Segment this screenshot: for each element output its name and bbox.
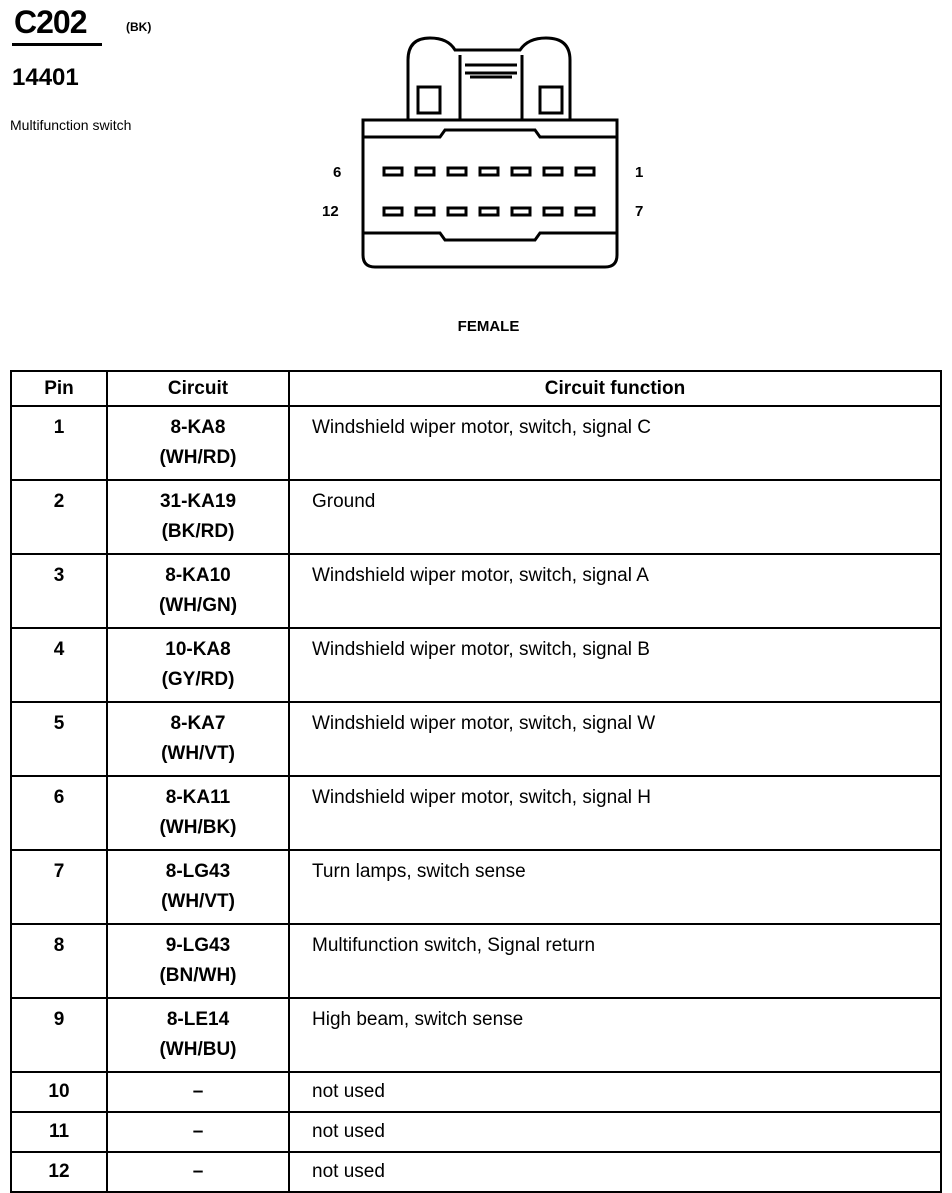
circuit-number: 8-LG43 [165, 861, 231, 882]
table-row [11, 1112, 941, 1152]
wire-color: (GY/RD) [161, 669, 235, 690]
pin-cell: 9 [11, 998, 107, 1072]
table-row [11, 1072, 941, 1112]
circuit-cell [107, 480, 289, 554]
wire-color: (WH/BK) [159, 817, 237, 838]
table-row [11, 1152, 941, 1192]
pin-label-6: 6 [333, 164, 342, 181]
connector-diagram [300, 25, 660, 275]
pin-cell: 2 [11, 480, 107, 554]
pin-cell: 10 [11, 1072, 107, 1112]
table-row [11, 924, 941, 998]
table-row [11, 628, 941, 702]
circuit-cell [107, 554, 289, 628]
table-header-row [11, 371, 941, 406]
pin-label-7: 7 [635, 203, 644, 220]
circuit-function-cell: not used [289, 1112, 941, 1152]
circuit-number: 8-LE14 [166, 1009, 230, 1030]
table-row [11, 702, 941, 776]
header-circuit: Circuit [107, 371, 289, 406]
circuit-number: 31-KA19 [159, 491, 237, 512]
circuit-cell [107, 776, 289, 850]
table-row [11, 850, 941, 924]
circuit-function-cell: Windshield wiper motor, switch, signal W [289, 702, 941, 776]
circuit-number: 8-KA11 [165, 787, 231, 808]
circuit-function-cell: Windshield wiper motor, switch, signal B [289, 628, 941, 702]
component-name: Multifunction switch [10, 117, 132, 133]
circuit-function-cell: Turn lamps, switch sense [289, 850, 941, 924]
pinout-table [10, 370, 942, 1193]
pin-cell: 1 [11, 406, 107, 480]
circuit-number: 8-KA10 [165, 565, 231, 586]
wire-color: (WH/RD) [159, 447, 237, 468]
circuit-function-cell: Ground [289, 480, 941, 554]
circuit-cell [107, 628, 289, 702]
wire-color: (WH/GN) [158, 595, 238, 616]
circuit-function-cell: not used [289, 1152, 941, 1192]
table-row [11, 998, 941, 1072]
table-row [11, 406, 941, 480]
circuit-function-cell: not used [289, 1072, 941, 1112]
circuit-cell [107, 924, 289, 998]
circuit-cell [107, 702, 289, 776]
circuit-function-cell: High beam, switch sense [289, 998, 941, 1072]
table-row [11, 480, 941, 554]
pin-cell: 3 [11, 554, 107, 628]
pin-cell: 7 [11, 850, 107, 924]
latch-left-window [418, 87, 440, 113]
connector-id-underline [12, 43, 102, 46]
connector-gender: FEMALE [457, 318, 520, 335]
latch-housing [408, 38, 570, 120]
circuit-cell [107, 1152, 289, 1192]
circuit-cell [107, 850, 289, 924]
pin-cell: 5 [11, 702, 107, 776]
circuit-number: 9-LG43 [165, 935, 231, 956]
wire-color: (BN/WH) [159, 965, 237, 986]
part-number: 14401 [12, 64, 79, 91]
circuit-function-cell: Multifunction switch, Signal return [289, 924, 941, 998]
pin-cell: 4 [11, 628, 107, 702]
circuit-cell [107, 406, 289, 480]
pin-cell: 8 [11, 924, 107, 998]
circuit-function-cell: Windshield wiper motor, switch, signal H [289, 776, 941, 850]
wire-color: (WH/VT) [161, 743, 235, 764]
circuit-function-cell: Windshield wiper motor, switch, signal C [289, 406, 941, 480]
circuit-cell [107, 1072, 289, 1112]
circuit-number: – [192, 1081, 204, 1102]
circuit-number: – [192, 1121, 204, 1142]
circuit-cell [107, 1112, 289, 1152]
circuit-cell [107, 998, 289, 1072]
circuit-function-cell: Windshield wiper motor, switch, signal A [289, 554, 941, 628]
pin-label-1: 1 [635, 164, 644, 181]
header-pin: Pin [11, 371, 107, 406]
pin-cell: 11 [11, 1112, 107, 1152]
circuit-number: 8-KA7 [170, 713, 226, 734]
connector-face-drawing [300, 25, 660, 275]
connector-color: (BK) [126, 20, 152, 34]
pin-cell: 6 [11, 776, 107, 850]
latch-right-window [540, 87, 562, 113]
circuit-number: – [192, 1161, 204, 1182]
circuit-number: 8-KA8 [170, 417, 226, 438]
connector-id: C202 [14, 4, 87, 40]
table-row [11, 554, 941, 628]
wire-color: (BK/RD) [161, 521, 235, 542]
header-circuit-function: Circuit function [289, 371, 941, 406]
wire-color: (WH/VT) [161, 891, 235, 912]
table-row [11, 776, 941, 850]
pin-label-12: 12 [322, 203, 339, 220]
connector-body [363, 120, 617, 267]
circuit-number: 10-KA8 [165, 639, 231, 660]
wire-color: (WH/BU) [159, 1039, 237, 1060]
pin-cell: 12 [11, 1152, 107, 1192]
